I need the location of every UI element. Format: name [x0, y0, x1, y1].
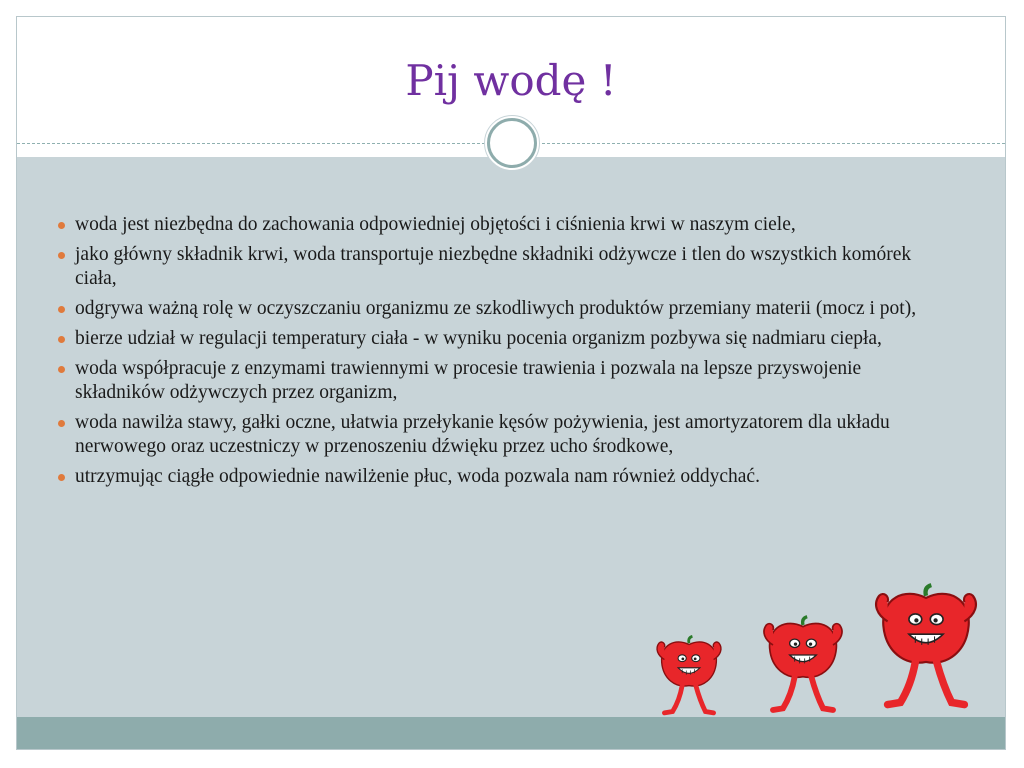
list-item — [75, 297, 955, 321]
bullet-icon — [58, 420, 65, 427]
footer-bar — [17, 717, 1005, 750]
bullet-text: woda nawilża stawy, gałki oczne, ułatwia przełykanie kęsów pożywienia, jest amortyzatorem dla układu nerwowego oraz uczestniczy w przenoszeniu dźwięku przez ucho środkowe, — [75, 412, 890, 457]
bullet-list — [75, 213, 955, 495]
slide — [16, 16, 1006, 750]
bullet-text: woda współpracuje z enzymami trawiennymi w procesie trawienia i pozwala na lepsze przyswojenie składników odżywczych przez organizm, — [75, 358, 862, 403]
bullet-icon — [58, 222, 65, 229]
bullet-icon — [58, 366, 65, 373]
bullet-text: jako główny składnik krwi, woda transportuje niezbędne składniki odżywcze i tlen do wszystkich komórek ciała, — [75, 244, 912, 289]
list-item — [75, 411, 955, 459]
flexing-apple-icon — [863, 583, 989, 711]
bullet-icon — [58, 336, 65, 343]
bullet-icon — [58, 252, 65, 259]
bullet-text: utrzymując ciągłe odpowiednie nawilżenie płuc, woda pozwala nam również oddychać. — [75, 466, 760, 487]
bullet-icon — [58, 474, 65, 481]
list-item — [75, 357, 955, 405]
divider-ornament-ring — [487, 118, 537, 168]
list-item — [75, 243, 955, 291]
flexing-apple-icon — [653, 635, 725, 717]
bullet-icon — [58, 306, 65, 313]
flexing-apple-icon — [759, 615, 847, 715]
slide-title: Pij wodę ! — [405, 56, 617, 105]
list-item — [75, 213, 955, 237]
list-item — [75, 327, 955, 351]
bullet-text: odgrywa ważną rolę w oczyszczaniu organizmu ze szkodliwych produktów przemiany materii (mocz i pot), — [75, 298, 917, 319]
bullet-text: woda jest niezbędna do zachowania odpowiedniej objętości i ciśnienia krwi w naszym ciele, — [75, 214, 796, 235]
bullet-text: bierze udział w regulacji temperatury ciała - w wyniku pocenia organizm pozbywa się nadmiaru ciepła, — [75, 328, 882, 349]
list-item — [75, 465, 955, 489]
